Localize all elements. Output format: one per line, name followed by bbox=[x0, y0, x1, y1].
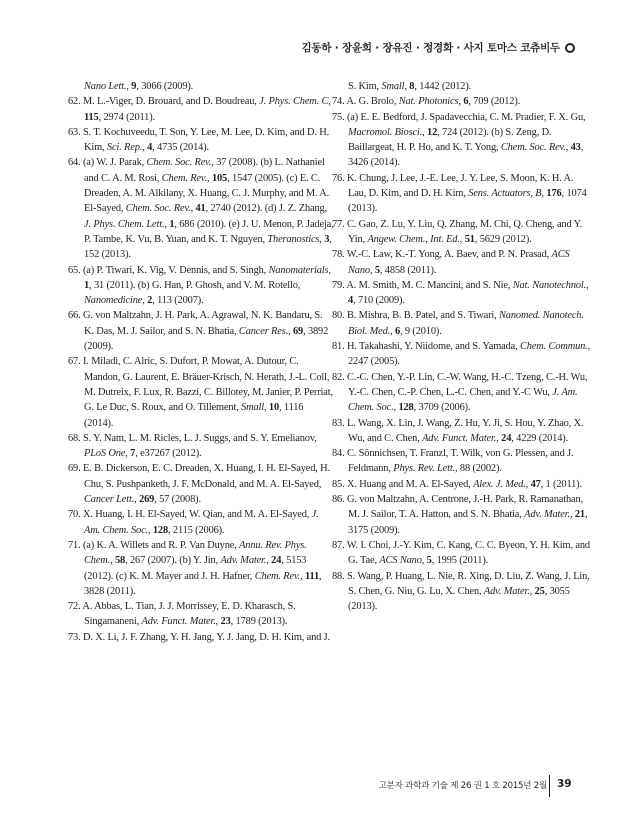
reference-item: 69. E. B. Dickerson, E. C. Dreaden, X. Huang, I. H. El-Sayed, H. Chu, S. Pushpanketh, J. F. McDonald, and M. A. El-Sayed, Cancer Lett., 269, 57 (2008). bbox=[68, 463, 330, 506]
reference-item: 68. S. Y. Nam, L. M. Ricles, L. J. Suggs, and S. Y. Emelianov, PLoS One, 7, e37267 (2012). bbox=[68, 432, 317, 460]
reference-item: 78. W.-C. Law, K.-T. Yong, A. Baev, and P. N. Prasad, ACS Nano, 5, 4858 (2011). bbox=[332, 249, 570, 276]
reference-item: 74. A. G. Brolo, Nat. Photonics, 6, 709 (2012). bbox=[332, 96, 521, 108]
reference-item: 83. L. Wang, X. Lin, J. Wang, Z. Hu, Y. Ji, S. Hou, Y. Zhao, X. Wu, and C. Chen, Adv. Funct. Mater., 24, 4229 (2014). bbox=[332, 417, 584, 444]
reference-item: 88. S. Wang, P. Huang, L. Nie, R. Xing, D. Liu, Z. Wang, J. Lin, S. Chen, G. Niu, G. Lu, X. Chen, Adv. Mater., 25, 3055 (2013). bbox=[332, 570, 590, 613]
references-right-column bbox=[332, 79, 592, 614]
reference-item: 65. (a) P. Tiwari, K. Vig, V. Dennis, and S. Singh, Nanomaterials, 1, 31 (2011). (b) G. Han, P. Ghosh, and V. M. Rotello, Nanomedicine, 2, 113 (2007). bbox=[68, 264, 331, 307]
reference-item: 75. (a) E. E. Bedford, J. Spadavecchia, C. M. Pradier, F. X. Gu, Macromol. Biosci., 12, 724 (2012). (b) S. Zeng, D. Baillargeat, H. P. Ho, and K. T. Yong, Chem. Soc. Rev., 43, 3426 (2014). bbox=[332, 111, 586, 169]
reference-continuation: Nano Lett., 9, 3066 (2009). bbox=[84, 81, 194, 92]
reference-item: 86. G. von Maltzahn, A. Centrone, J.-H. Park, R. Ramanathan, M. J. Sailor, T. A. Hatton, and S. N. Bhatia, Adv. Mater., 21, 3175 (2009). bbox=[332, 494, 588, 536]
reference-item: 66. G. von Maltzahn, J. H. Park, A. Agrawal, N. K. Bandaru, S. K. Das, M. J. Sailor, and S. N. Bhatia, Cancer Res., 69, 3892 (2009). bbox=[68, 310, 329, 353]
references-left-column bbox=[68, 79, 334, 645]
header-authors: 김동하 · 장윤희 · 장유진 · 정경화 · 사지 토마스 코츄비두 bbox=[301, 42, 560, 54]
footer-divider bbox=[549, 775, 550, 797]
reference-item: 79. A. M. Smith, M. C. Mancini, and S. Nie, Nat. Nanotechnol., 4, 710 (2009). bbox=[332, 279, 589, 307]
reference-item: 71. (a) K. A. Willets and R. P. Van Duyne, Annu. Rev. Phys. Chem., 58, 267 (2007). (b) Y. Jin, Adv. Mater., 24, 5153 (2012). (c) K. M. Mayer and J. H. Hafner, Chem. Rev., 111, 3828 (2011). bbox=[68, 539, 322, 597]
journal-info: 고분자 과학과 기술 제 26 권 1 호 2015년 2월 bbox=[378, 781, 547, 791]
reference-item: 80. B. Mishra, B. B. Patel, and S. Tiwari, Nanomed. Nanotech. Biol. Med., 6, 9 (2010). bbox=[332, 310, 584, 337]
page-number: 39 bbox=[557, 778, 572, 790]
running-header bbox=[301, 40, 575, 55]
reference-item: 63. S. T. Kochuveedu, T. Son, Y. Lee, M. Lee, D. Kim, and D. H. Kim, Sci. Rep., 4, 4735 (2014). bbox=[68, 126, 330, 154]
reference-item: 84. C. Sönnichsen, T. Franzl, T. Wilk, von G. Plessen, and J. Feldmann, Phys. Rev. Lett., 88 (2002). bbox=[332, 448, 574, 475]
reference-item: 77. C. Gao, Z. Lu, Y. Liu, Q. Zhang, M. Chi, Q. Cheng, and Y. Yin, Angew. Chem., Int. Ed., 51, 5629 (2012). bbox=[332, 218, 583, 245]
reference-item: 67. I. Miladi, C. Alric, S. Dufort, P. Mowat, A. Dutour, C. Mandon, G. Laurent, E. Bräuer-Krisch, N. Herath, J.-L. Coll, M. Dutreix, F. Lux, R. Bazzi, C. Billotey, M. Janier, P. Perriat, G. Le Duc, S. Roux, and O. Tillement, Small, 10, 1116 (2014). bbox=[68, 356, 333, 429]
reference-item: 87. W. I. Choi, J.-Y. Kim, C. Kang, C. C. Byeon, Y. H. Kim, and G. Tae, ACS Nano, 5, 1995 (2011). bbox=[332, 539, 590, 567]
reference-item: 85. X. Huang and M. A. El-Sayed, Alex. J. Med., 47, 1 (2011). bbox=[332, 478, 582, 490]
ring-icon bbox=[565, 43, 575, 53]
reference-item: 82. C.-C. Chen, Y.-P. Lin, C.-W. Wang, H.-C. Tzeng, C.-H. Wu, Y.-C. Chen, C.-P. Chen, L.-C. Chen, and Y.-C Wu, J. Am. Chem. Soc., 128, 3709 (2006). bbox=[332, 371, 588, 414]
reference-item: 64. (a) W. J. Parak, Chem. Soc. Rev., 37 (2008). (b) L. Nathaniel and C. A. M. Rosi, Chem. Rev., 105, 1547 (2005). (c) E. C. Dreaden, A. M. Alkilany, X. Huang, C. J. Murphy, and M. A. El-Sayed, Chem. Soc. Rev., 41, 2740 (2012). (d) J. Z. Zhang, J. Phys. Chem. Lett., 1, 686 (2010). (e) J. U. Menon, P. Jadeja, P. Tambe, K. Vu, B. Yuan, and K. T. Nguyen, Theranostics, 3, 152 (2013). bbox=[68, 157, 334, 261]
reference-item: 70. X. Huang, I. H. El-Sayed, W. Qian, and M. A. El-Sayed, J. Am. Chem. Soc., 128, 2115 (2006). bbox=[68, 509, 319, 536]
reference-item: 73. D. X. Li, J. F. Zhang, Y. H. Jang, Y. J. Jang, D. H. Kim, and J. bbox=[68, 631, 331, 643]
reference-item: 62. M. L.-Viger, D. Brouard, and D. Boudreau, J. Phys. Chem. C, 115, 2974 (2011). bbox=[68, 96, 331, 123]
reference-item: 81. H. Takahashi, Y. Niidome, and S. Yamada, Chem. Commun., 2247 (2005). bbox=[332, 341, 591, 368]
reference-continuation: S. Kim, Small, 8, 1442 (2012). bbox=[348, 81, 472, 92]
reference-item: 76. K. Chung, J. Lee, J.-E. Lee, J. Y. Lee, S. Moon, K. H. A. Lau, D. Kim, and D. H. Kim, Sens. Actuators, B, 176, 1074 (2013). bbox=[332, 172, 587, 215]
reference-item: 72. A. Abbas, L. Tian, J. J. Morrissey, E. D. Kharasch, S. Singamaneni, Adv. Funct. Mater., 23, 1789 (2013). bbox=[68, 601, 296, 628]
